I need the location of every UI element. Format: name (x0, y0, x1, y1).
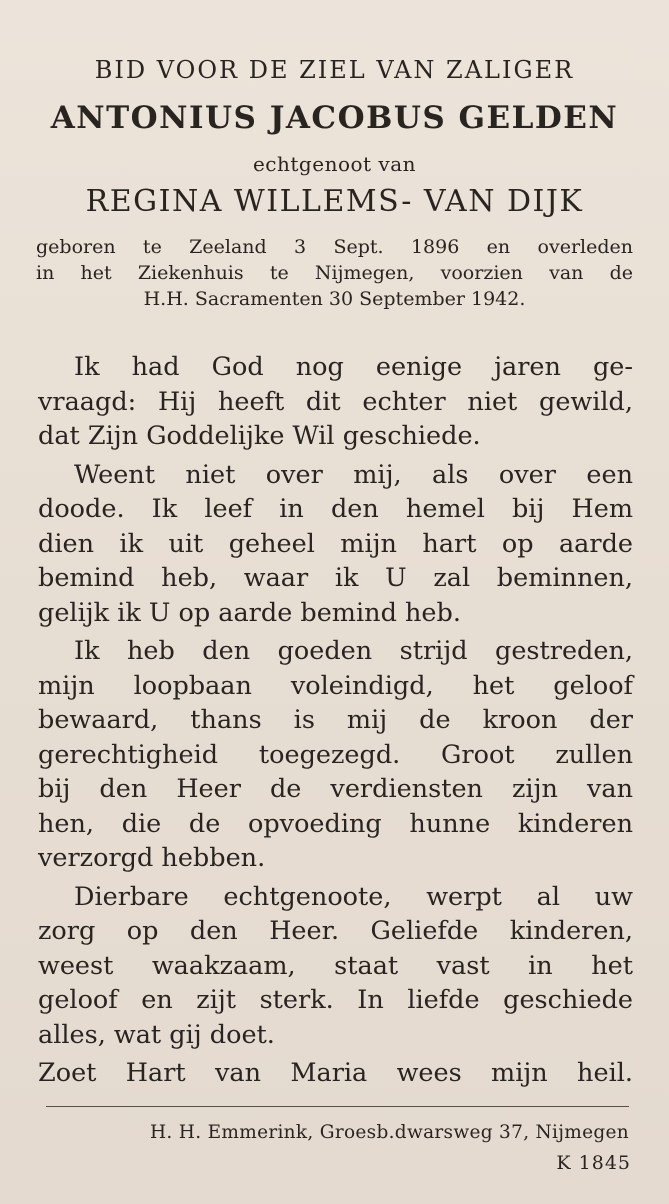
prayer-line: zorg op den Heer. Geliefde kinderen, (38, 916, 633, 946)
prayer-line: hen, die de opvoeding hunne kinderen (38, 808, 633, 839)
prayer-line: gelijk ik U op aarde bemind heb. (38, 597, 461, 628)
birth-death-info (36, 234, 633, 312)
prayer-line: Ik had God nog eenige jaren ge- (74, 352, 633, 382)
spouse-of-label: echtgenoot van (252, 152, 417, 176)
prayer-line: mijn loopbaan voleindigd, het geloof (38, 670, 633, 701)
prayer-line: dien ik uit geheel mijn hart op aarde (38, 528, 633, 559)
pray-line: BID VOOR DE ZIEL VAN ZALIGER (94, 56, 575, 84)
prayer-text (38, 350, 633, 1091)
prayer-line: doode. Ik leef in den hemel bij Hem (38, 494, 633, 524)
prayer-line: gerechtigheid toegezegd. Groot zullen (38, 739, 633, 770)
prayer-line: geloof en zijt sterk. In liefde geschiede (38, 985, 633, 1015)
prayer-line: bij den Heer de verdiensten zijn van (38, 774, 633, 804)
print-code: K 1845 (556, 1152, 631, 1174)
prayer-line: dat Zijn Goddelijke Wil geschiede. (38, 421, 481, 451)
deceased-name: ANTONIUS JACOBUS GELDEN (50, 100, 619, 136)
prayer-line: bemind heb, waar ik U zal beminnen, (38, 563, 633, 593)
printer-credit: H. H. Emmerink, Groesb.dwarsweg 37, Nijmegen (150, 1122, 629, 1143)
prayer-line: verzorgd hebben. (38, 843, 266, 873)
prayer-line: bewaard, thans is mij de kroon der (38, 705, 633, 735)
birth-line: H.H. Sacramenten 30 September 1942. (143, 288, 526, 310)
birth-line: geboren te Zeeland 3 Sept. 1896 en overleden (36, 236, 633, 258)
spouse-name: REGINA WILLEMS- VAN DIJK (85, 184, 584, 219)
birth-line: in het Ziekenhuis te Nijmegen, voorzien van de (36, 262, 633, 284)
footer-divider (46, 1106, 629, 1107)
prayer-line: Dierbare echtgenoote, werpt al uw (74, 881, 633, 912)
prayer-line: weest waakzaam, staat vast in het (38, 950, 633, 981)
prayer-line: Ik heb den goeden strijd gestreden, (74, 636, 633, 666)
closing-invocation: Zoet Hart van Maria wees mijn heil. (38, 1058, 633, 1088)
prayer-line: vraagd: Hij heeft dit echter niet gewild, (38, 386, 633, 417)
prayer-line: alles, wat gij doet. (38, 1019, 275, 1050)
prayer-line: Weent niet over mij, als over een (74, 459, 633, 490)
